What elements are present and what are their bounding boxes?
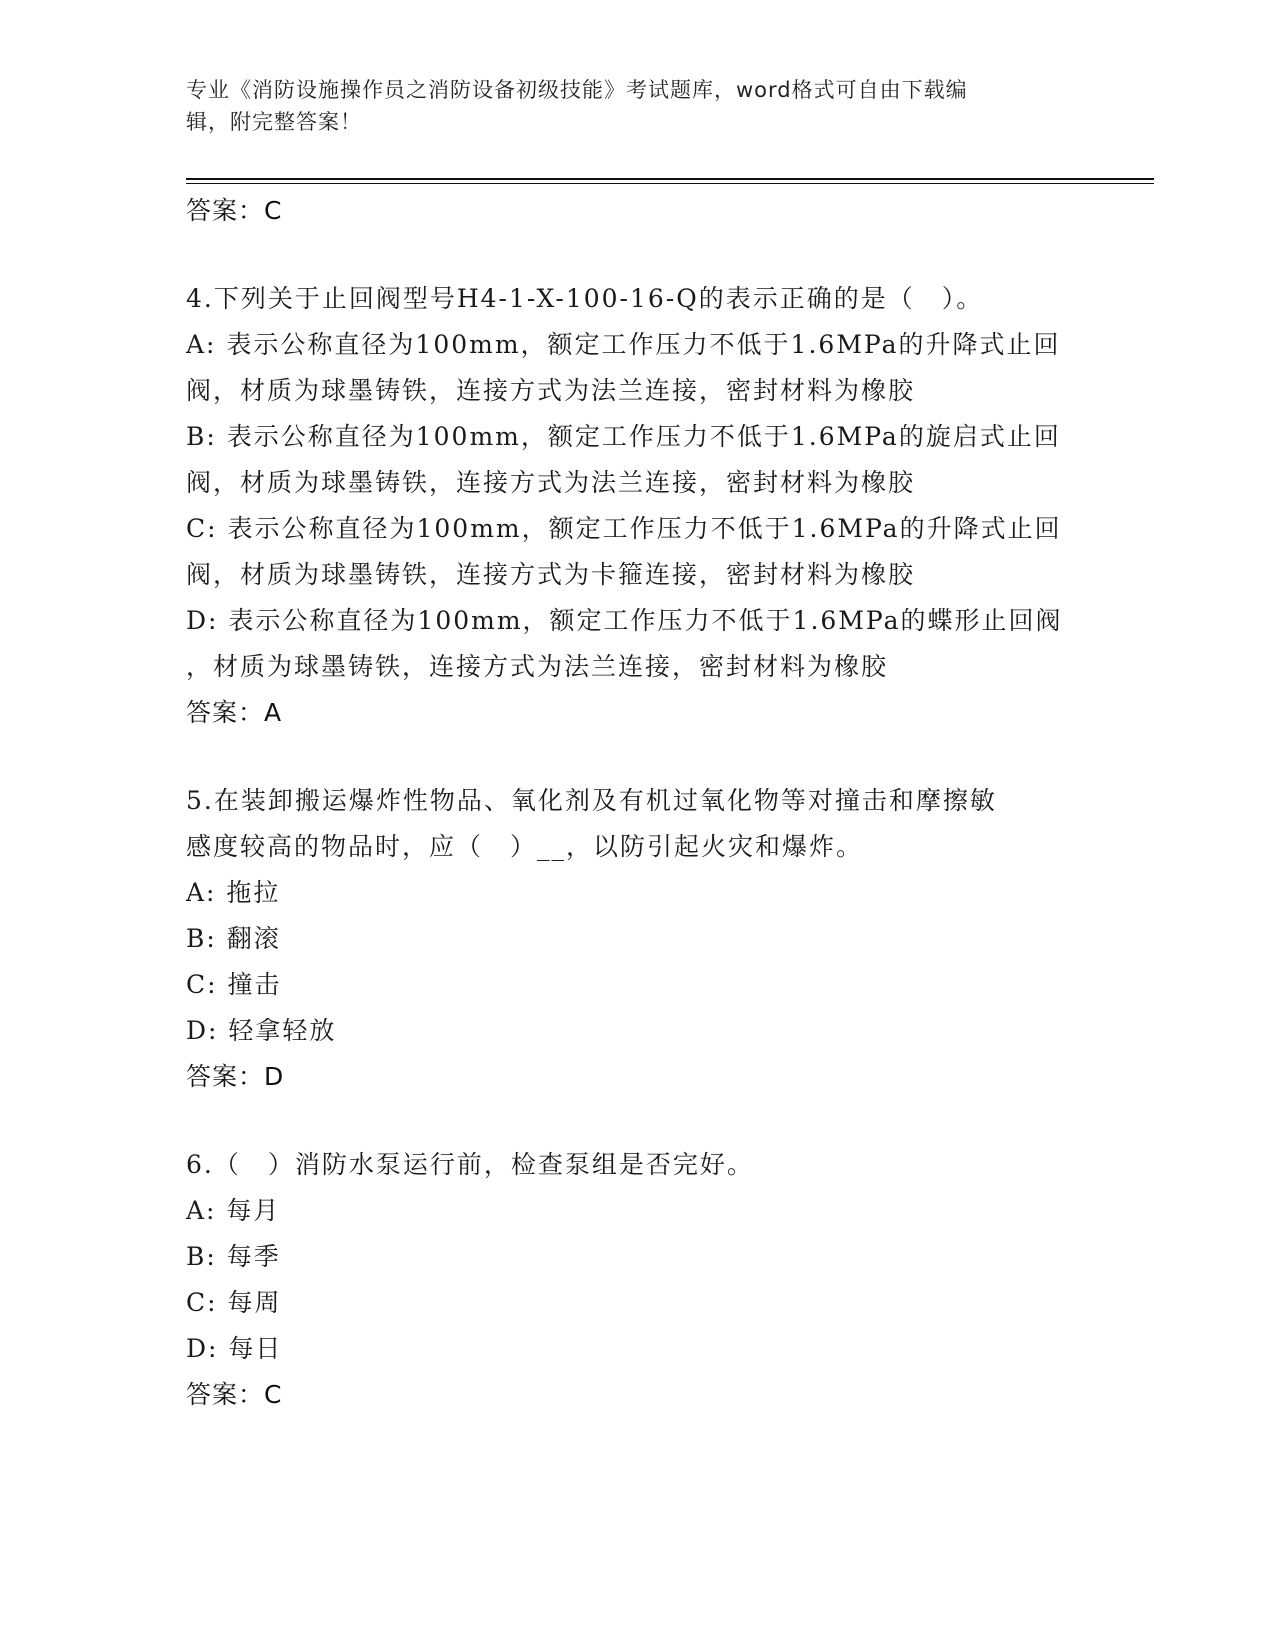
question-4-option-b-line-2: 阀，材质为球墨铸铁，连接方式为法兰连接，密封材料为橡胶 [186,468,916,497]
answer-prev: 答案：C [186,196,283,225]
question-list [186,188,1186,1418]
spacer [186,1100,1186,1142]
question-5-option-d: D: 轻拿轻放 [186,1016,337,1045]
question-6-option-a: A: 每月 [186,1196,281,1225]
question-4-stem: 4.下列关于止回阀型号H4-1-X-100-16-Q的表示正确的是（ ）。 [186,284,984,313]
question-5-stem-line-1: 5.在装卸搬运爆炸性物品、氧化剂及有机过氧化物等对撞击和摩擦敏 [186,786,997,815]
question-4-option-d-line-2: ，材质为球墨铸铁，连接方式为法兰连接，密封材料为橡胶 [186,652,889,681]
question-5 [186,778,1186,1100]
question-5-option-a: A: 拖拉 [186,878,281,907]
question-6-option-c: C: 每周 [186,1288,282,1317]
document-header [186,74,1086,138]
question-6-option-d: D: 每日 [186,1334,283,1363]
question-4-option-d-line-1: D: 表示公称直径为100mm，额定工作压力不低于1.6MPa的蝶形止回阀 [186,606,1063,635]
spacer [186,234,1186,276]
question-4-option-a-line-2: 阀，材质为球墨铸铁，连接方式为法兰连接，密封材料为橡胶 [186,376,916,405]
header-rule-thick [186,178,1154,180]
question-5-stem-line-2: 感度较高的物品时，应（ ）__，以防引起火灾和爆炸。 [186,832,864,861]
question-6 [186,1142,1186,1418]
spacer [186,736,1186,778]
question-6-answer: 答案：C [186,1380,283,1409]
question-4 [186,276,1186,736]
question-6-option-b: B: 每季 [186,1242,281,1271]
header-line-1: 专业《消防设施操作员之消防设备初级技能》考试题库，word格式可自由下载编 [186,78,968,102]
header-rule-thin [186,183,1154,184]
question-4-option-c-line-1: C: 表示公称直径为100mm，额定工作压力不低于1.6MPa的升降式止回 [186,514,1062,543]
question-4-option-a-line-1: A: 表示公称直径为100mm，额定工作压力不低于1.6MPa的升降式止回 [186,330,1061,359]
question-5-option-b: B: 翻滚 [186,924,281,953]
question-4-option-b-line-1: B: 表示公称直径为100mm，额定工作压力不低于1.6MPa的旋启式止回 [186,422,1061,451]
question-4-option-c-line-2: 阀，材质为球墨铸铁，连接方式为卡箍连接，密封材料为橡胶 [186,560,916,589]
question-4-answer: 答案：A [186,698,283,727]
header-line-2: 辑，附完整答案！ [186,110,362,134]
question-5-answer: 答案：D [186,1062,285,1091]
question-5-option-c: C: 撞击 [186,970,282,999]
question-6-stem: 6.（ ）消防水泵运行前，检查泵组是否完好。 [186,1150,754,1179]
